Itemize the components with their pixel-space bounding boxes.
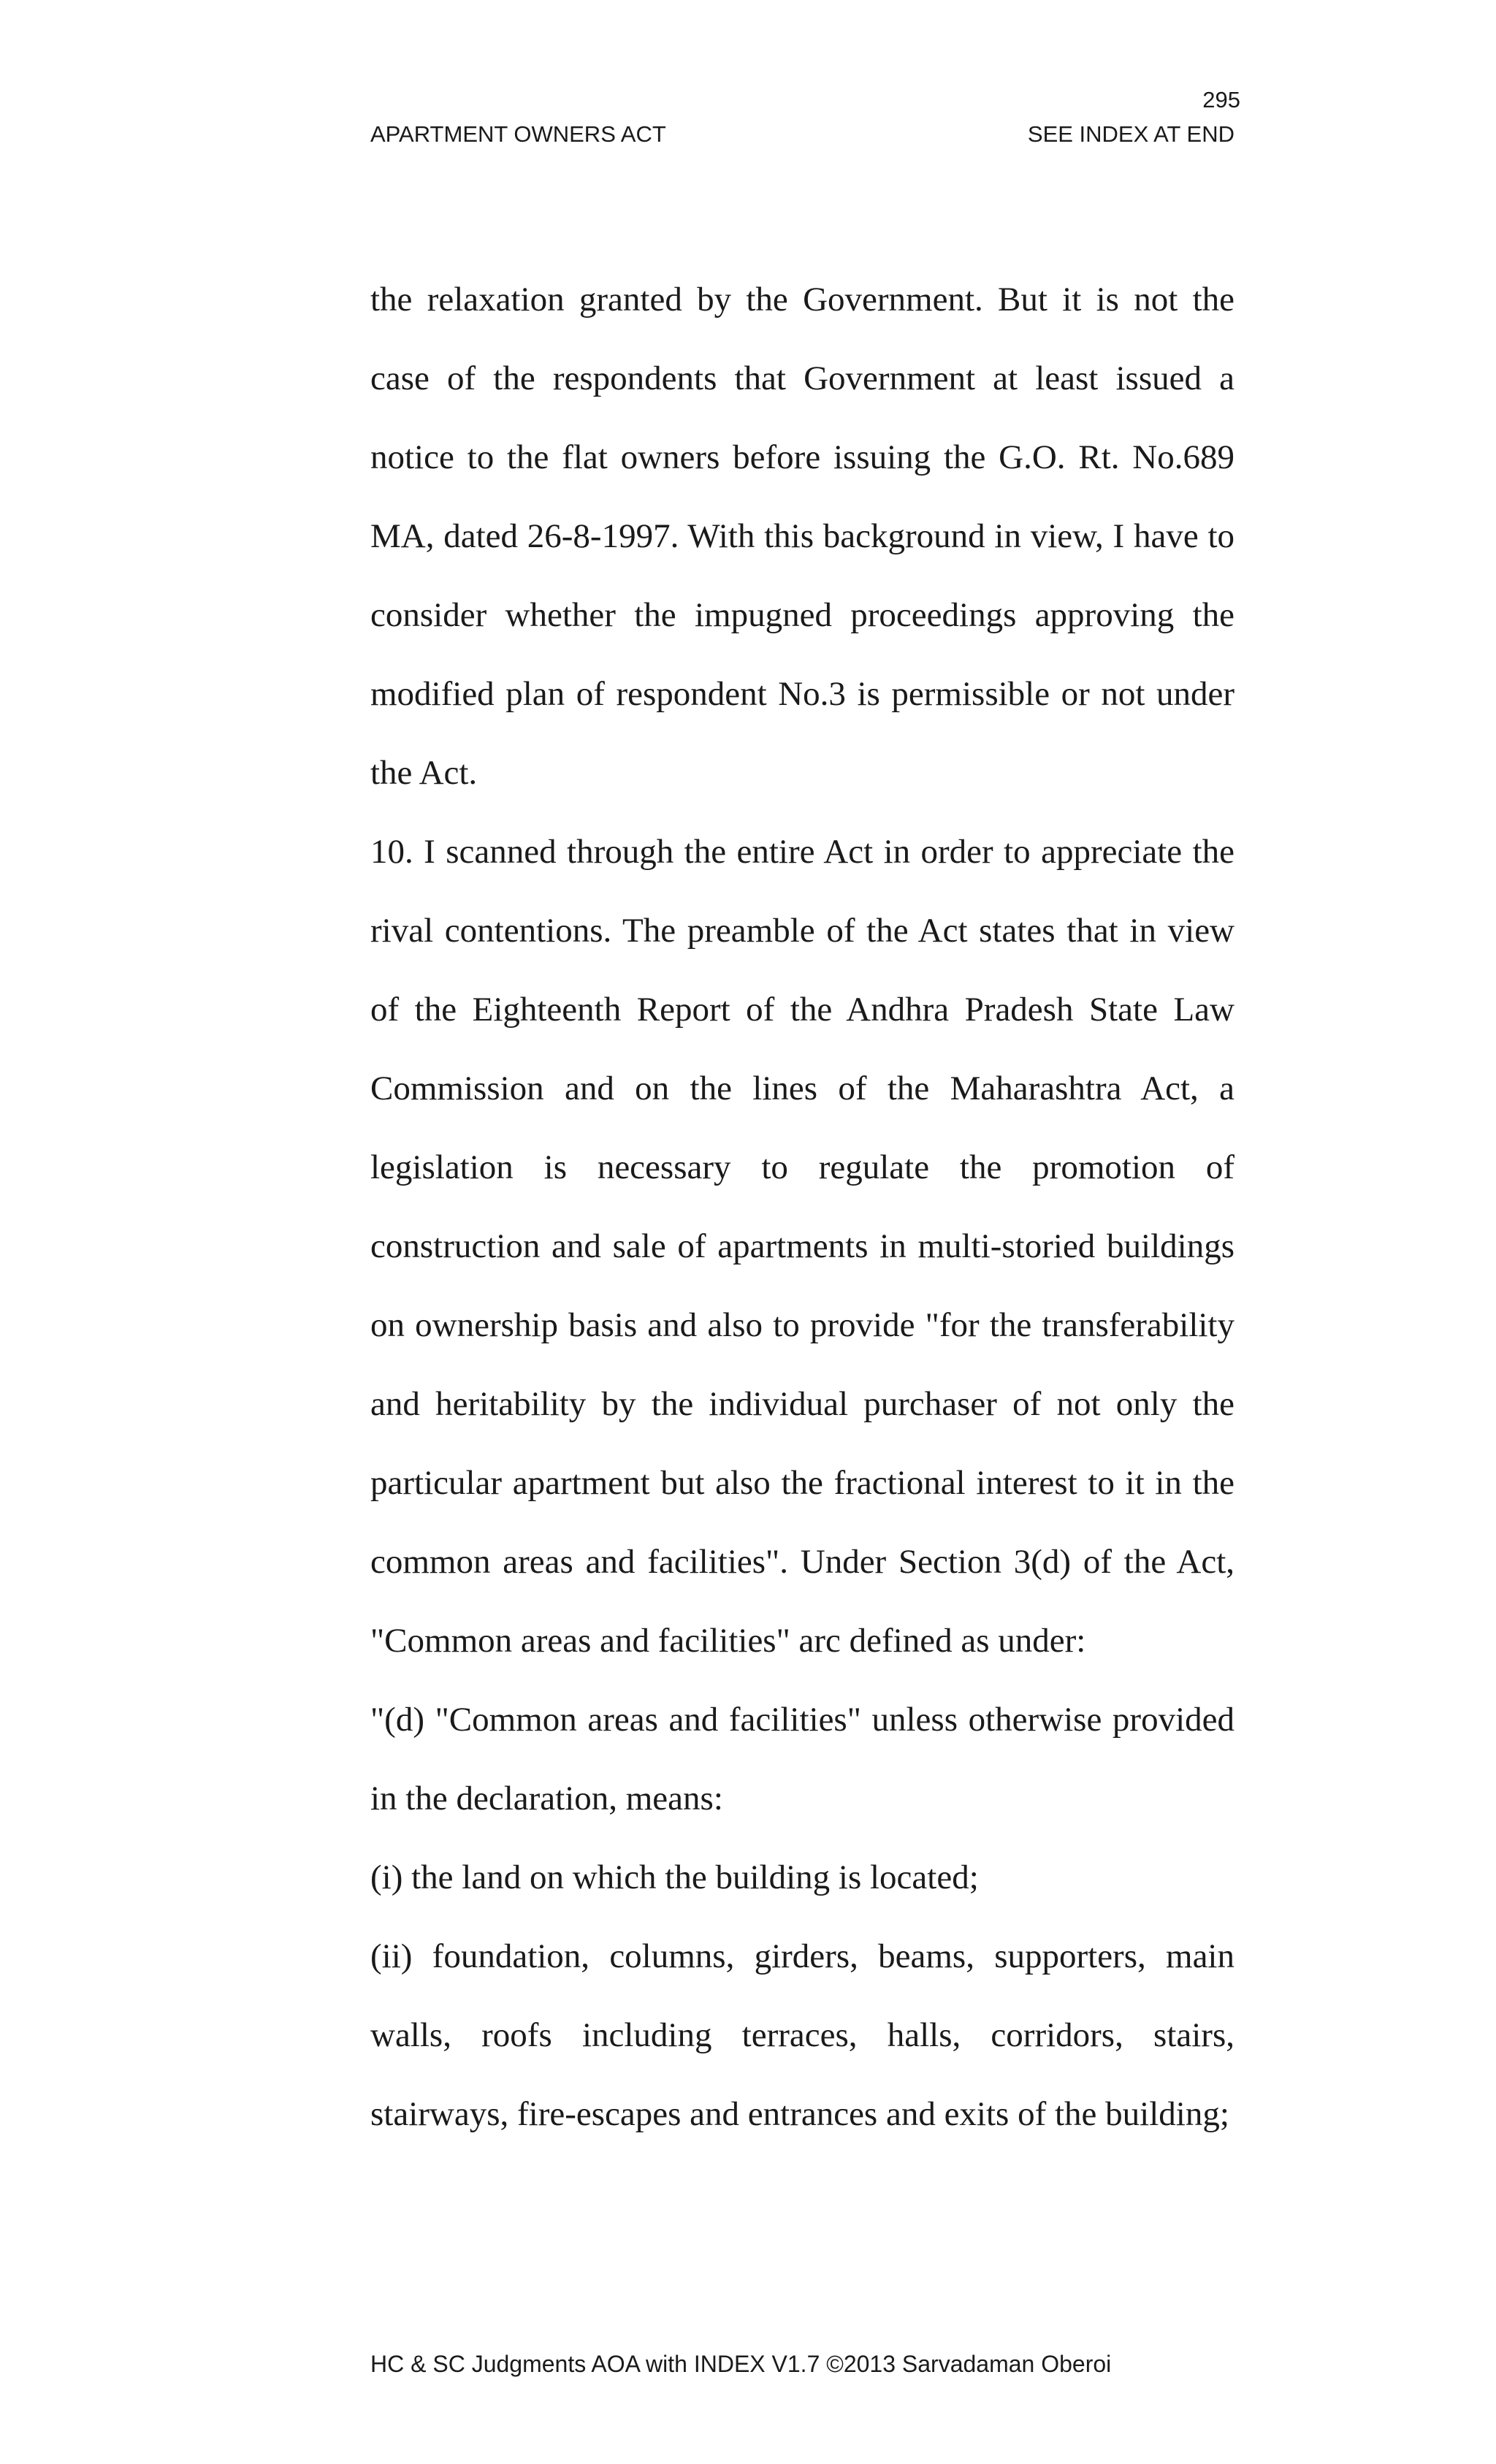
document-body: [370, 260, 1234, 2154]
definition-intro: "(d) "Common areas and facilities" unless otherwise provided in the declaration, means:: [370, 1701, 1234, 1818]
header-index-note: SEE INDEX AT END: [1027, 121, 1234, 147]
header-title: APARTMENT OWNERS ACT: [370, 121, 666, 147]
paragraph-10: 10. I scanned through the entire Act in order to appreciate the rival contentions. The preamble of the Act states that in view of the Eighteenth Report of the Andhra Pradesh State Law Commission and on the lines of the Maharashtra Act, a legislation is necessary to regulate the promotion of construction and sale of apartments in multi-storied buildings on ownership basis and also to provide "for the transferability and heritability by the individual purchaser of not only the particular apartment but also the fractional interest to it in the common areas and facilities". Under Section 3(d) of the Act, "Common areas and facilities" arc defined as under:: [370, 833, 1234, 1660]
page-footer: HC & SC Judgments AOA with INDEX V1.7 ©2013 Sarvadaman Oberoi: [370, 2351, 1112, 2377]
running-header: [370, 120, 1234, 149]
definition-clause-ii: (ii) foundation, columns, girders, beams, supporters, main walls, roofs including terraces, halls, corridors, stairs, stairways, fire-escapes and entrances and exits of the building;: [370, 1937, 1234, 2133]
definition-clause-i: (i) the land on which the building is located;: [370, 1858, 979, 1896]
paragraph-relaxation: the relaxation granted by the Government. But it is not the case of the respondents that Government at least issued a notice to the flat owners before issuing the G.O. Rt. No.689 MA, dated 26-8-1997. With this background in view, I have to consider whether the impugned proceedings approving the modified plan of respondent No.3 is permissible or not under the Act.: [370, 281, 1234, 792]
page-number: 295: [1202, 87, 1240, 112]
